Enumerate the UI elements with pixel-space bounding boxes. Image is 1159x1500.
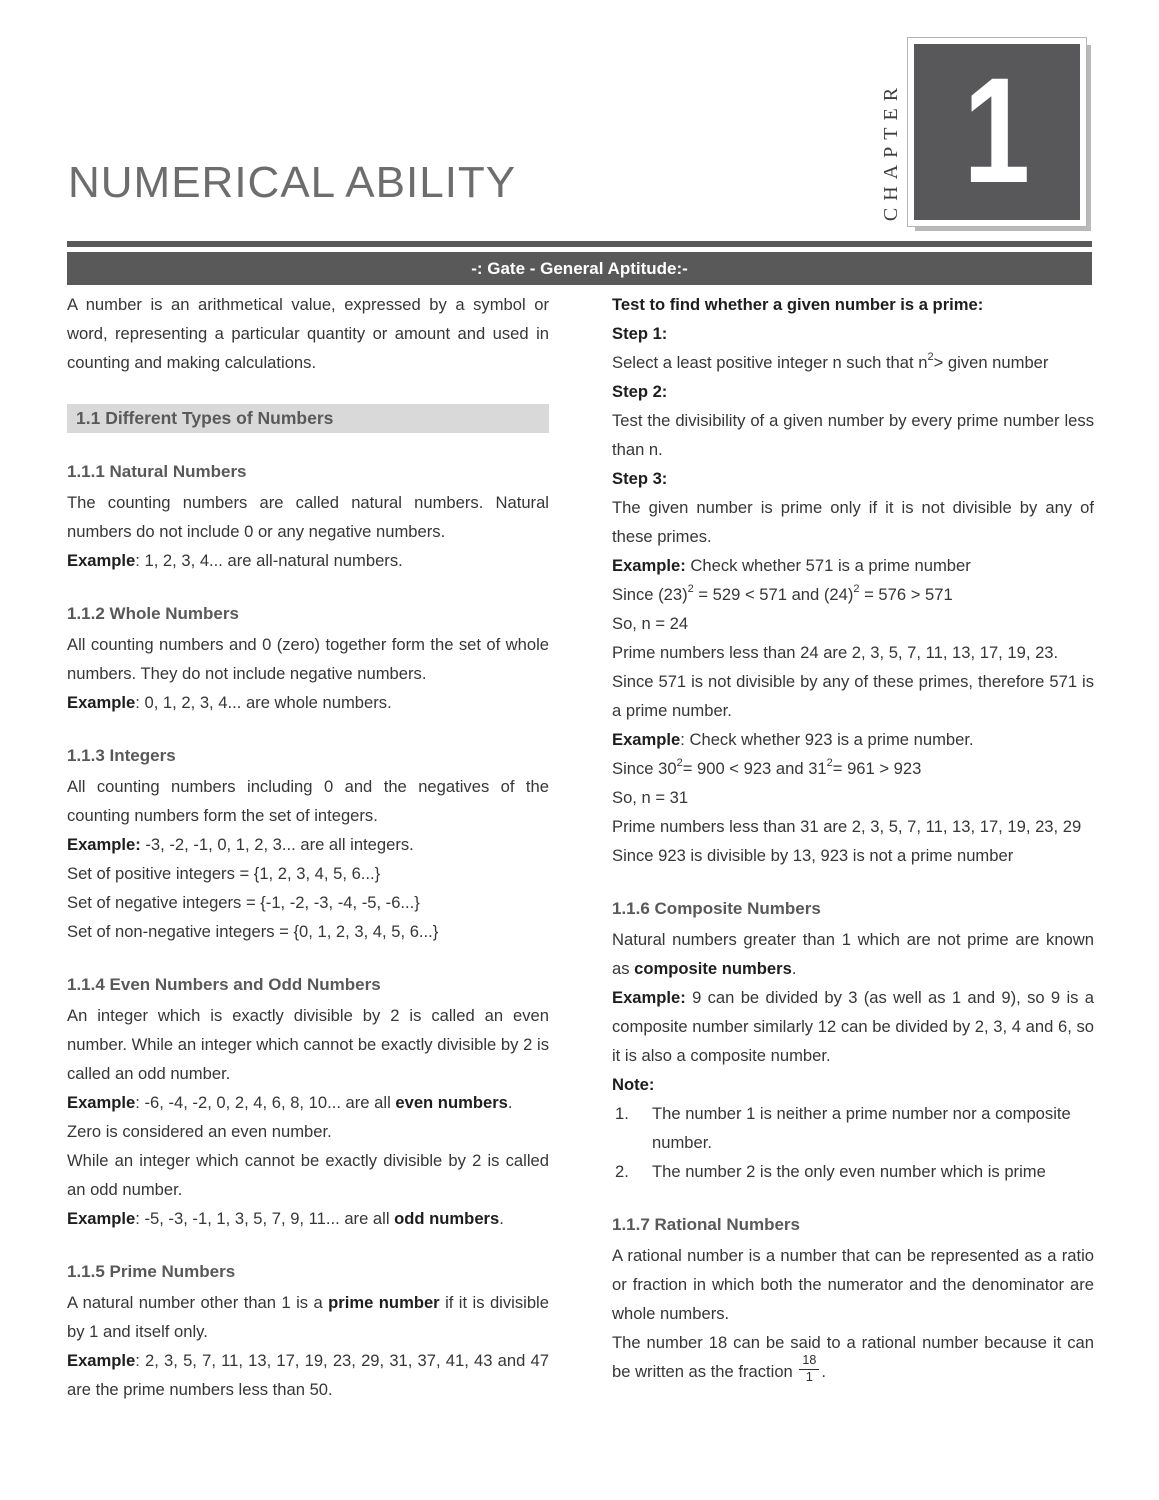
text-line — [612, 290, 1094, 319]
bold-text: Example — [612, 730, 681, 749]
text-run: Prime numbers less than 31 are 2, 3, 5, 7, 11, 13, 17, 19, 23, 29 — [612, 817, 1082, 836]
text-run: Since (23) — [612, 585, 688, 604]
text-line — [67, 1117, 549, 1146]
text-run: = 961 > 923 — [832, 759, 922, 778]
bold-text: prime number — [328, 1293, 440, 1312]
paragraph — [67, 1001, 549, 1088]
text-run: : -5, -3, -1, 1, 3, 5, 7, 9, 11... are all — [135, 1209, 395, 1228]
text-run: : -6, -4, -2, 0, 2, 4, 6, 8, 10... are all — [135, 1093, 396, 1112]
chapter-number-box — [907, 37, 1087, 227]
superscript: 2 — [687, 583, 694, 596]
text-run: : 1, 2, 3, 4... are all-natural numbers. — [135, 551, 403, 570]
paragraph — [67, 1146, 549, 1204]
text-run: > given number — [933, 353, 1049, 372]
list-item-number: 1. — [615, 1104, 629, 1123]
banner: -: Gate - General Aptitude:- — [67, 252, 1092, 285]
superscript: 2 — [853, 583, 860, 596]
paragraph — [612, 925, 1094, 983]
bold-text: Example — [67, 1351, 136, 1370]
text-run: The counting numbers are called natural numbers. Natural numbers do not include 0 or any negative numbers. — [67, 493, 549, 541]
bold-text: Step 3: — [612, 469, 668, 488]
text-run: Since 923 is divisible by 13, 923 is not a prime number — [612, 846, 1014, 865]
text-line — [612, 580, 1094, 609]
chapter-number: 1 — [963, 46, 1031, 214]
bold-text: Example — [67, 1093, 136, 1112]
bold-text: Test to find whether a given number is a prime: — [612, 295, 984, 314]
paragraph — [67, 1288, 549, 1346]
text-run: 9 can be divided by 3 (as well as 1 and 9), so 9 is a composite number similarly 12 can be divided by 2, 3, 4 and 6, so it is also a composite number. — [612, 988, 1094, 1065]
numbered-list — [612, 1099, 1094, 1186]
text-run: A number is an arithmetical value, expressed by a symbol or word, representing a particular quantity or amount and used in counting and making calculations. — [67, 295, 549, 372]
text-run: if it is divisible by 1 and itself only. — [67, 1293, 549, 1341]
fraction-numerator: 18 — [799, 1354, 819, 1370]
text-line — [67, 859, 549, 888]
paragraph — [67, 1346, 549, 1404]
text-run: A rational number is a number that can be represented as a ratio or fraction in which both the numerator and the denominator are whole numbers. — [612, 1246, 1094, 1323]
text-line — [612, 725, 1094, 754]
text-run: The number 2 is the only even number which is prime — [652, 1162, 1046, 1181]
chapter-label: CHAPTER — [880, 80, 902, 222]
text-run: -3, -2, -1, 0, 1, 2, 3... are all integers. — [140, 835, 414, 854]
subsection-header: 1.1.5 Prime Numbers — [67, 1262, 236, 1281]
paragraph — [612, 1328, 1094, 1388]
paragraph — [612, 493, 1094, 551]
text-line — [612, 754, 1094, 783]
page-title: NUMERICAL ABILITY — [68, 158, 517, 207]
paragraph — [67, 290, 549, 377]
fraction-denominator: 1 — [805, 1370, 813, 1385]
right-column — [612, 290, 1094, 1404]
superscript: 2 — [676, 757, 683, 770]
list-item — [612, 1099, 1094, 1157]
paragraph — [67, 488, 549, 546]
left-column — [67, 290, 549, 1404]
text-run: The given number is prime only if it is not divisible by any of these primes. — [612, 498, 1094, 546]
text-line — [612, 319, 1094, 348]
subsection-header: 1.1.4 Even Numbers and Odd Numbers — [67, 975, 381, 994]
text-run: . — [499, 1209, 504, 1228]
text-run: Prime numbers less than 24 are 2, 3, 5, 7, 11, 13, 17, 19, 23. — [612, 643, 1059, 662]
list-item-text — [652, 1157, 1094, 1186]
text-run: All counting numbers and 0 (zero) together form the set of whole numbers. They do not include negative numbers. — [67, 635, 549, 683]
text-line — [612, 1070, 1094, 1099]
text-run: Test the divisibility of a given number by every prime number less than n. — [612, 411, 1094, 459]
paragraph — [612, 983, 1094, 1070]
text-line — [612, 638, 1094, 667]
text-run: So, n = 24 — [612, 614, 689, 633]
text-line — [612, 783, 1094, 812]
bold-text: Example: — [612, 988, 686, 1007]
bold-text: Example: — [612, 556, 686, 575]
text-line — [67, 917, 549, 946]
text-line — [67, 546, 549, 575]
text-run: The number 18 can be said to a rational number because it can be written as the fraction — [612, 1333, 1094, 1381]
bold-text: odd numbers — [394, 1209, 500, 1228]
bold-text: composite numbers — [634, 959, 792, 978]
text-run: Check whether 571 is a prime number — [685, 556, 971, 575]
list-item — [612, 1157, 1094, 1186]
text-line — [67, 1088, 549, 1117]
bold-text: even numbers — [395, 1093, 508, 1112]
text-run: An integer which is exactly divisible by 2 is called an even number. While an integer which cannot be exactly divisible by 2 is called an odd number. — [67, 1006, 549, 1083]
text-run: = 529 < 571 and (24) — [693, 585, 854, 604]
text-line — [612, 609, 1094, 638]
superscript: 2 — [826, 757, 833, 770]
chapter-number-box-inner — [914, 44, 1080, 220]
bold-text: Example — [67, 693, 136, 712]
text-run: . — [507, 1093, 513, 1112]
paragraph — [612, 667, 1094, 725]
text-line — [612, 841, 1094, 870]
text-run: Set of non-negative integers = {0, 1, 2, 3, 4, 5, 6...} — [67, 922, 439, 941]
text-line — [612, 464, 1094, 493]
subsection-header: 1.1.1 Natural Numbers — [67, 462, 247, 481]
text-run: : 2, 3, 5, 7, 11, 13, 17, 19, 23, 29, 31, 37, 41, 43 and 47 are the prime numbers less than 50. — [67, 1351, 549, 1399]
bold-text: Example — [67, 1209, 136, 1228]
text-run: = 900 < 923 and 31 — [682, 759, 827, 778]
bold-text: Example — [67, 551, 136, 570]
list-item-text — [652, 1099, 1094, 1157]
text-run: Select a least positive integer n such that n — [612, 353, 928, 372]
text-run: Zero is considered an even number. — [67, 1122, 332, 1141]
superscript: 2 — [927, 351, 934, 364]
text-line — [612, 348, 1094, 377]
bold-text: Example: — [67, 835, 141, 854]
text-line — [612, 551, 1094, 580]
paragraph — [67, 772, 549, 830]
content-columns — [67, 290, 1094, 1404]
paragraph — [612, 406, 1094, 464]
subsection-header: 1.1.2 Whole Numbers — [67, 604, 239, 623]
text-run: Set of positive integers = {1, 2, 3, 4, 5, 6...} — [67, 864, 381, 883]
text-line — [612, 377, 1094, 406]
subsection-header: 1.1.3 Integers — [67, 746, 176, 765]
paragraph — [612, 1241, 1094, 1328]
subsection-header: 1.1.6 Composite Numbers — [612, 899, 821, 918]
text-run: : 0, 1, 2, 3, 4... are whole numbers. — [135, 693, 392, 712]
text-run: . — [821, 1362, 826, 1381]
text-run: . — [791, 959, 797, 978]
text-run: Since 30 — [612, 759, 677, 778]
text-line — [67, 888, 549, 917]
fraction — [799, 1354, 819, 1385]
text-run: : Check whether 923 is a prime number. — [680, 730, 974, 749]
text-line — [67, 830, 549, 859]
text-run: = 576 > 571 — [859, 585, 953, 604]
text-run: The number 1 is neither a prime number nor a composite number. — [652, 1104, 1071, 1152]
text-run: Natural numbers greater than 1 which are not prime are known as — [612, 930, 1094, 978]
text-run: All counting numbers including 0 and the negatives of the counting numbers form the set of integers. — [67, 777, 549, 825]
section-header: 1.1 Different Types of Numbers — [67, 404, 549, 433]
divider-rule — [67, 241, 1092, 247]
text-run: A natural number other than 1 is a — [67, 1293, 329, 1312]
text-line — [612, 812, 1094, 841]
text-run: Since 571 is not divisible by any of these primes, therefore 571 is a prime number. — [612, 672, 1094, 720]
bold-text: Step 1: — [612, 324, 668, 343]
text-line — [67, 1204, 549, 1233]
text-line — [67, 688, 549, 717]
text-run: Set of negative integers = {-1, -2, -3, -4, -5, -6...} — [67, 893, 420, 912]
subsection-header: 1.1.7 Rational Numbers — [612, 1215, 801, 1234]
text-run: So, n = 31 — [612, 788, 689, 807]
list-item-number: 2. — [615, 1162, 629, 1181]
bold-text: Step 2: — [612, 382, 668, 401]
paragraph — [67, 630, 549, 688]
text-run: While an integer which cannot be exactly divisible by 2 is called an odd number. — [67, 1151, 549, 1199]
bold-text: Note: — [612, 1075, 655, 1094]
